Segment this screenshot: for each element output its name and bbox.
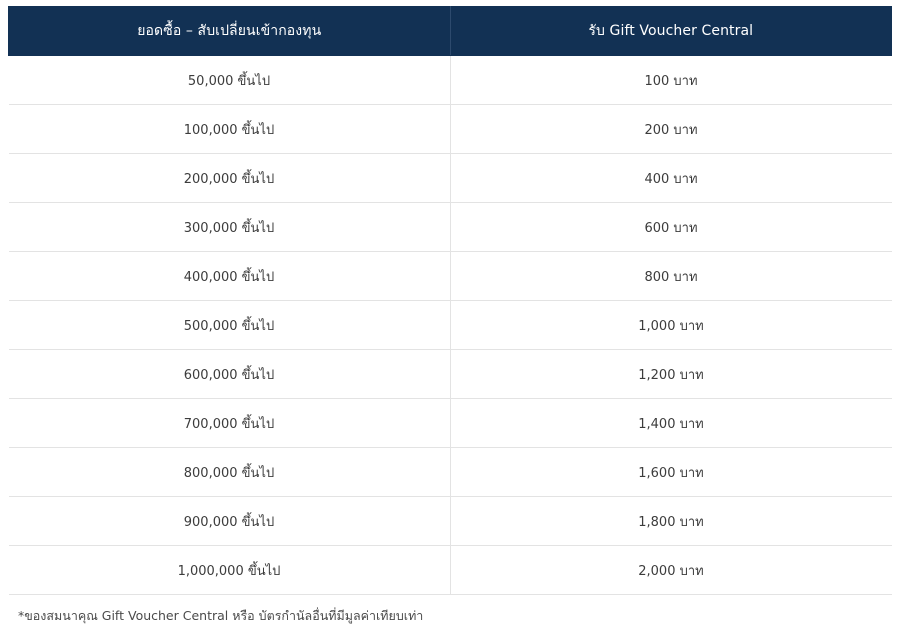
table-header (9, 7, 892, 56)
cell-purchase-amount: 500,000 ขึ้นไป (9, 301, 451, 350)
cell-gift-voucher: 1,200 บาท (450, 350, 892, 399)
cell-purchase-amount: 50,000 ขึ้นไป (9, 56, 451, 105)
table-row (9, 154, 892, 203)
cell-gift-voucher: 800 บาท (450, 252, 892, 301)
table-row (9, 105, 892, 154)
table-row (9, 301, 892, 350)
cell-purchase-amount: 700,000 ขึ้นไป (9, 399, 451, 448)
cell-purchase-amount: 400,000 ขึ้นไป (9, 252, 451, 301)
cell-purchase-amount: 100,000 ขึ้นไป (9, 105, 451, 154)
cell-purchase-amount: 600,000 ขึ้นไป (9, 350, 451, 399)
table-body (9, 56, 892, 595)
cell-purchase-amount: 200,000 ขึ้นไป (9, 154, 451, 203)
table-footnote (8, 607, 892, 626)
cell-gift-voucher: 1,800 บาท (450, 497, 892, 546)
cell-gift-voucher: 600 บาท (450, 203, 892, 252)
footnote-text: ของสมนาคุณ Gift Voucher Central หรือ บัตรกำนัลอื่นที่มีมูลค่าเทียบเท่า (24, 608, 424, 623)
cell-purchase-amount: 900,000 ขึ้นไป (9, 497, 451, 546)
footnote-marker: * (18, 608, 25, 623)
cell-gift-voucher: 2,000 บาท (450, 546, 892, 595)
cell-gift-voucher: 1,000 บาท (450, 301, 892, 350)
table-row (9, 252, 892, 301)
cell-gift-voucher: 1,600 บาท (450, 448, 892, 497)
table-header-row (9, 7, 892, 56)
table-row (9, 399, 892, 448)
gift-voucher-table (8, 6, 892, 595)
column-header-purchase-amount: ยอดซื้อ – สับเปลี่ยนเข้ากองทุน (9, 7, 451, 56)
cell-gift-voucher: 1,400 บาท (450, 399, 892, 448)
cell-gift-voucher: 100 บาท (450, 56, 892, 105)
cell-gift-voucher: 400 บาท (450, 154, 892, 203)
table-row (9, 448, 892, 497)
table-row (9, 497, 892, 546)
cell-gift-voucher: 200 บาท (450, 105, 892, 154)
table-row (9, 546, 892, 595)
table-row (9, 203, 892, 252)
table-row (9, 350, 892, 399)
cell-purchase-amount: 1,000,000 ขึ้นไป (9, 546, 451, 595)
column-header-gift-voucher: รับ Gift Voucher Central (450, 7, 892, 56)
cell-purchase-amount: 300,000 ขึ้นไป (9, 203, 451, 252)
table-row (9, 56, 892, 105)
cell-purchase-amount: 800,000 ขึ้นไป (9, 448, 451, 497)
